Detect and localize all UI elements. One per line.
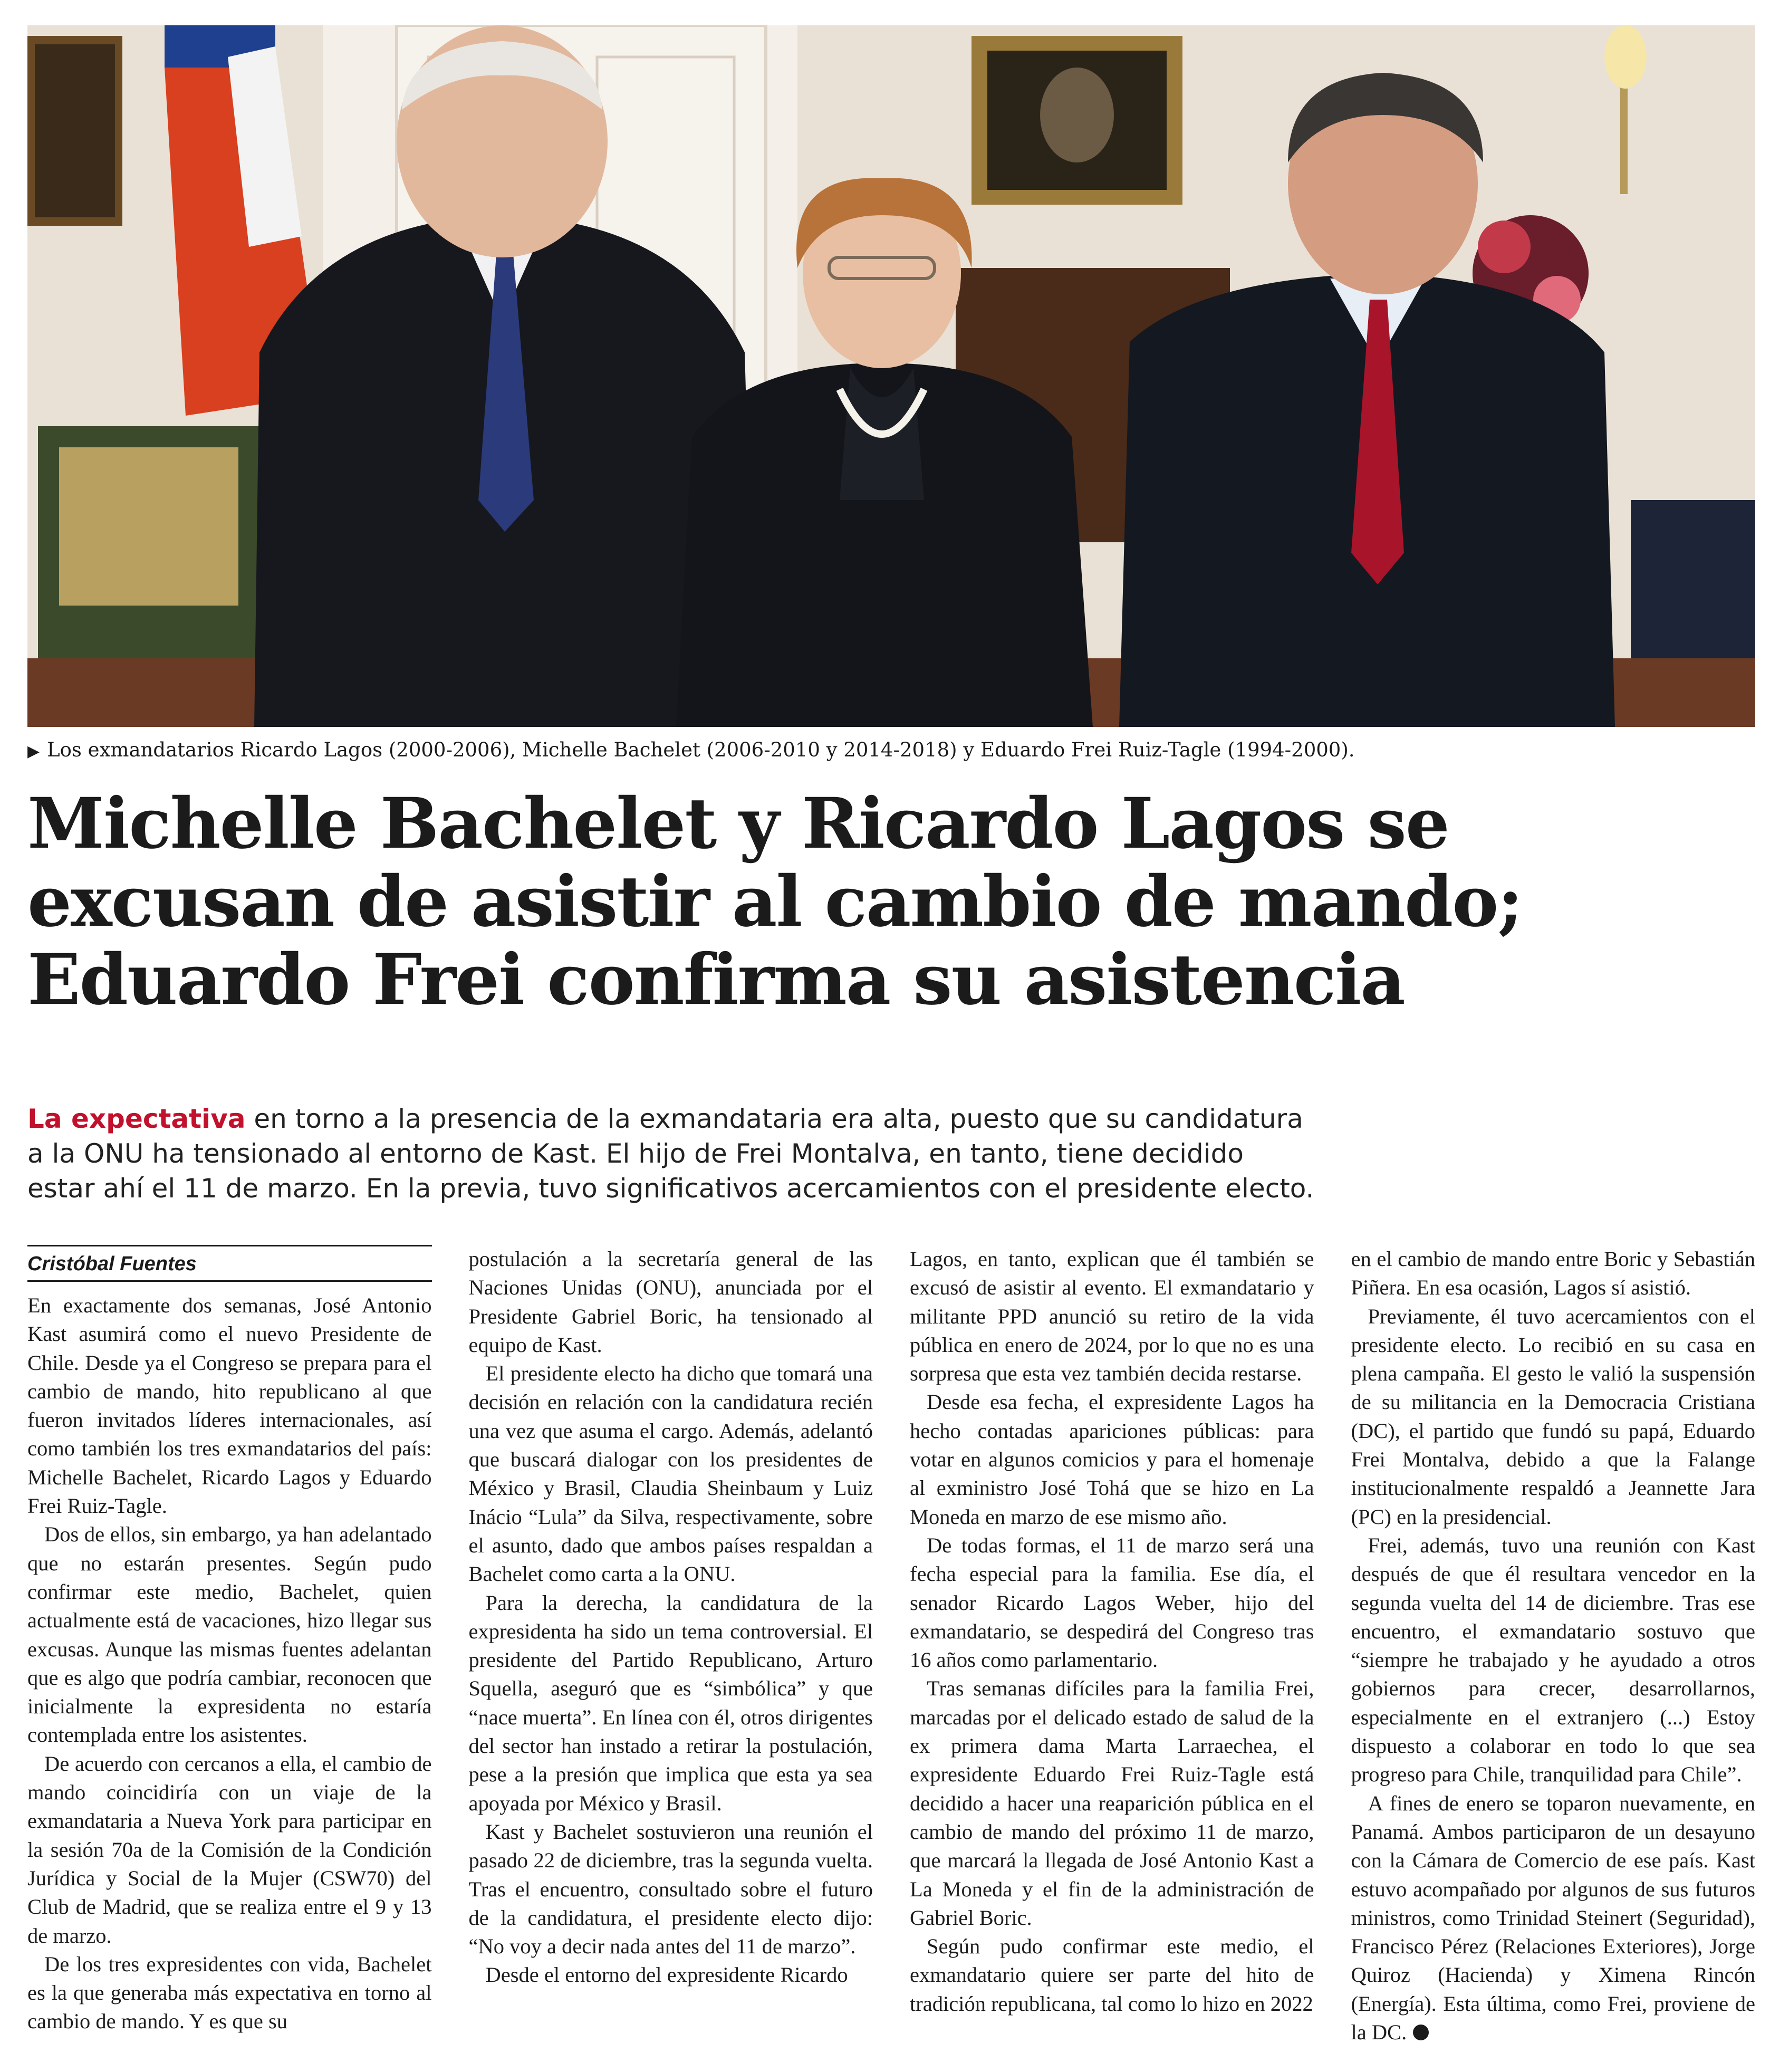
article-body — [27, 1245, 1755, 2057]
deck-line-3: estar ahí el 11 de marzo. En la previa, tuvo significativos acercamientos con el presidente electo. — [27, 1173, 1314, 1204]
paragraph: Según pudo confirmar este medio, el exmandatario quiere ser parte del hito de tradición republicana, tal como lo hizo en 2022 — [910, 1934, 1314, 2016]
paragraph: De los tres expresidentes con vida, Bachelet es la que generaba más expectativa en torno al cambio de mando. Y es que su — [27, 1952, 432, 2033]
column-4 — [1351, 1245, 1756, 2057]
headline-line-1: Michelle Bachelet y Ricardo Lagos se — [27, 783, 1449, 865]
paragraph: En exactamente dos semanas, José Antonio Kast asumirá como el nuevo Presidente de Chile. Desde ya el Congreso se prepara para el cambio de mando, hito republicano al que fueron invitados líderes internacionales, así como también los tres exmandatarios del país: Michelle Bachelet, Ricardo Lagos y Eduardo Frei Ruiz-Tagle. — [27, 1293, 432, 1518]
column-2 — [469, 1245, 873, 2057]
paragraph: en el cambio de mando entre Boric y Sebastián Piñera. En esa ocasión, Lagos sí asistió. — [1351, 1247, 1755, 1300]
headline-line-3: Eduardo Frei confirma su asistencia — [27, 939, 1405, 1021]
column-3 — [910, 1245, 1314, 2057]
paragraph: postulación a la secretaría general de las Naciones Unidas (ONU), anunciada por el Presidente Gabriel Boric, ha tensionado al equipo de Kast. — [468, 1247, 873, 1357]
article-deck — [27, 1101, 1399, 1206]
paragraph: Para la derecha, la candidatura de la expresidenta ha sido un tema controversial. El presidente del Partido Republicano, Arturo Squella, aseguró que es “simbólica” y que “nace muerta”. En línea con él, otros dirigentes del sector han instado a retirar la postulación, pese a la presión que implica que esta ya sea apoyada por México y Brasil. — [468, 1590, 873, 1815]
paragraph: De todas formas, el 11 de marzo será una fecha especial para la familia. Ese día, el senador Ricardo Lagos Weber, hijo del exmandatario, se despedirá del Congreso tras 16 años como parlamentario. — [910, 1533, 1314, 1672]
paragraph: Desde el entorno del expresidente Ricardo — [485, 1963, 848, 1987]
paragraph: Kast y Bachelet sostuvieron una reunión el pasado 22 de diciembre, tras la segunda vuelta. Tras el encuentro, consultado sobre el futuro de la candidatura, el presidente electo dijo: “No voy a decir nada antes del 11 de marzo”. — [468, 1819, 873, 1959]
photo-caption — [27, 734, 1755, 766]
deck-line-1: en torno a la presencia de la exmandataria era alta, puesto que su candidatura — [245, 1104, 1303, 1134]
paragraph: Dos de ellos, sin embargo, ya han adelantado que no estarán presentes. Según pudo confirmar este medio, Bachelet, quien actualmente está de vacaciones, hizo llegar sus excusas. Aunque las mismas fuentes adelantan que es algo que podría cambiar, reconocen que inicialmente la expresidenta no estaría contemplada entre los asistentes. — [27, 1522, 432, 1747]
paragraph: Tras semanas difíciles para la familia Frei, marcadas por el delicado estado de salud de la ex primera dama Marta Larraechea, el expresidente Eduardo Frei Ruiz-Tagle está decidido a hacer una reaparición pública en el cambio de mando del próximo 11 de marzo, que marcará la llegada de José Antonio Kast a La Moneda y el fin de la administración de Gabriel Boric. — [910, 1676, 1314, 1930]
end-of-article-icon — [1413, 2025, 1429, 2040]
deck-lead: La expectativa — [27, 1104, 246, 1134]
paragraph: De acuerdo con cercanos a ella, el cambio de mando coincidiría con un viaje de la exmandataria a Nueva York para participar en la sesión 70a de la Comisión de la Condición Jurídica y Social de la Mujer (CSW70) del Club de Madrid, que se realiza entre el 9 y 13 de marzo. — [27, 1751, 432, 1948]
deck-line-2: a la ONU ha tensionado al entorno de Kast. El hijo de Frei Montalva, en tanto, tiene decidido — [27, 1138, 1244, 1169]
paragraph: Previamente, él tuvo acercamientos con el presidente electo. Lo recibió en su casa en plena campaña. El gesto le valió la suspensión de su militancia en la Democracia Cristiana (DC), el partido que fundó su papá, Eduardo Frei Montalva, debido a que la Falange institucionalmente respaldó a Jeannette Jara (PC) en la presidencial. — [1351, 1304, 1755, 1529]
byline: Cristóbal Fuentes — [27, 1245, 432, 1282]
lead-photo — [27, 25, 1755, 727]
paragraph: Frei, además, tuvo una reunión con Kast después de que él resultara vencedor en la segunda vuelta del 14 de diciembre. Tras ese encuentro, el exmandatario sostuvo que “siempre he trabajado y he ayudado a otros gobiernos para crecer, desarrollarnos, especialmente en el extranjero (...) Estoy dispuesto a colaborar en todo lo que sea progreso para Chile, tranquilidad para Chile”. — [1351, 1533, 1755, 1787]
headline-line-2: excusan de asistir al cambio de mando; — [27, 861, 1523, 943]
column-1 — [27, 1245, 432, 2057]
article-headline — [27, 785, 1755, 1019]
last-paragraph — [1351, 1789, 1756, 2047]
caption-triangle-icon: ▶ — [27, 742, 40, 761]
paragraph: El presidente electo ha dicho que tomará una decisión en relación con la candidatura recién una vez que asuma el cargo. Además, adelantó que buscará dialogar con los presidentes de México y Brasil, Claudia Sheinbaum y Luiz Inácio “Lula” da Silva, respectivamente, sobre el asunto, dado que ambos países respaldan a Bachelet como carta a la ONU. — [468, 1361, 873, 1586]
paragraph: Lagos, en tanto, explican que él también se excusó de asistir al evento. El exmandatario y militante PPD anunció su retiro de la vida pública en enero de 2024, por lo que no es una sorpresa que esta vez también decida restarse. — [910, 1247, 1314, 1386]
photo-illustration — [27, 25, 1755, 727]
paragraph-text: A fines de enero se toparon nuevamente, en Panamá. Ambos participaron de un desayuno con la Cámara de Comercio de ese país. Kast estuvo acompañado por algunos de sus futuros ministros, como Trinidad Steinert (Seguridad), Francisco Pérez (Relaciones Exteriores), Jorge Quiroz (Hacienda) y Ximena Rincón (Energía). Esta última, como Frei, proviene de la DC. — [1351, 1791, 1755, 2045]
caption-text: Los exmandatarios Ricardo Lagos (2000-2006), Michelle Bachelet (2006-2010 y 2014-2018) y Eduardo Frei Ruiz-Tagle (1994-2000). — [47, 738, 1355, 761]
paragraph: Desde esa fecha, el expresidente Lagos ha hecho contadas apariciones públicas: para votar en algunos comicios y para el homenaje al exministro José Tohá que se hizo en La Moneda en marzo de ese mismo año. — [910, 1390, 1314, 1529]
